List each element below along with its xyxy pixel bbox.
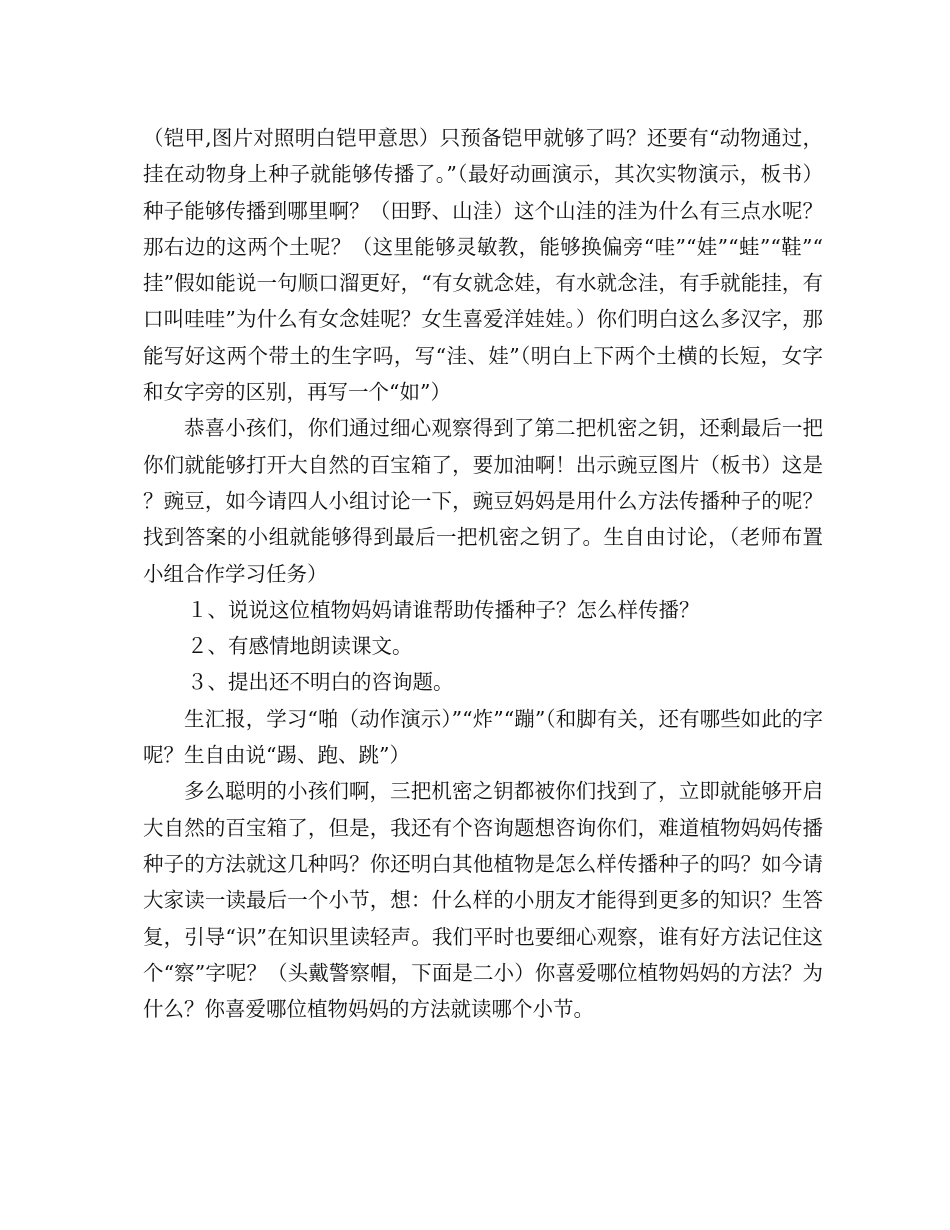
paragraph-armor-discussion: （铠甲,图片对照明白铠甲意思）只预备铠甲就够了吗？还要有“动物通过，挂在动物身上种子就能够传播了。”（最好动画演示，其次实物演示，板书）种子能够传播到哪里啊？（田野、山洼）这个山洼的洼为什么有三点水呢？那右边的这两个土呢？（这里能够灵敏教，能够换偏旁“哇”“娃”“蛙”“鞋”“挂”假如能说一句顺口溜更好，“有女就念娃，有水就念洼，有手就能挂，有口叫哇哇”为什么有女念娃呢？女生喜爱洋娃娃。）你们明白这么多汉字，那能写好这两个带土的生字吗，写“洼、娃”（明白上下两个土横的长短，女字和女字旁的区别，再写一个“如”）	[143, 126, 823, 405]
paragraph-student-report: 生汇报，学习“啪（动作演示）”“炸”“蹦”（和脚有关，还有哪些如此的字呢？生自由说“踢、跑、跳”）	[143, 706, 823, 768]
task-item-1: １、说说这位植物妈妈请谁帮助传播种子？怎么样传播？	[187, 597, 700, 622]
document-body	[143, 120, 823, 1027]
task-item-3: ３、提出还不明白的咨询题。	[187, 670, 454, 695]
task-item-2: ２、有感情地朗读课文。	[187, 634, 413, 659]
paragraph-second-key: 恭喜小孩们，你们通过细心观察得到了第二把机密之钥，还剩最后一把你们就能够打开大自然的百宝箱了，要加油啊！出示豌豆图片（板书）这是？豌豆，如今请四人小组讨论一下，豌豆妈妈是用什么方法传播种子的呢？找到答案的小组就能够得到最后一把机密之钥了。生自由讨论，（老师布置小组合作学习任务）	[143, 416, 823, 586]
paragraph-closing: 多么聪明的小孩们啊，三把机密之钥都被你们找到了，立即就能够开启大自然的百宝箱了，但是，我还有个咨询题想咨询你们，难道植物妈妈传播种子的方法就这几种吗？你还明白其他植物是怎么样传播种子的吗？如今请大家读一读最后一个小节，想：什么样的小朋友才能得到更多的知识？生答复，引导“识”在知识里读轻声。我们平时也要细心观察，谁有好方法记住这个“察”字呢？（头戴警察帽，下面是二小）你喜爱哪位植物妈妈的方法？为什么？你喜爱哪位植物妈妈的方法就读哪个小节。	[143, 779, 823, 1022]
